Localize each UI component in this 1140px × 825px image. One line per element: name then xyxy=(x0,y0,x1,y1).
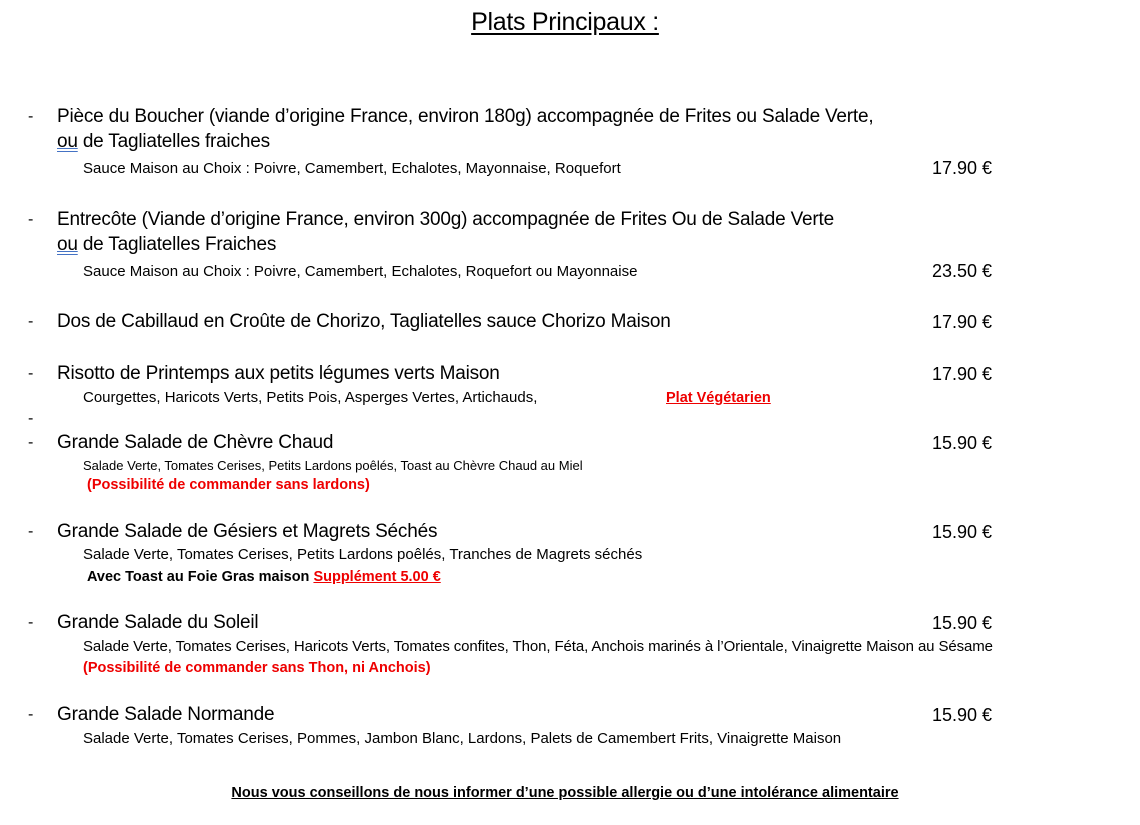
item-2-price: 23.50 € xyxy=(932,261,993,281)
item-5-name: Grande Salade de Chèvre Chaud xyxy=(57,432,334,453)
bullet-dash: - xyxy=(28,410,34,427)
item-6-description: Salade Verte, Tomates Cerises, Petits Lardons poêlés, Tranches de Magrets séchés xyxy=(83,546,643,563)
item-4-price: 17.90 € xyxy=(932,364,993,384)
item-3-price: 17.90 € xyxy=(932,312,993,332)
bullet-dash: - xyxy=(28,614,34,631)
supplement-price: Supplément 5.00 € xyxy=(313,569,441,585)
bullet-dash: - xyxy=(28,313,34,330)
item-6-extra: Avec Toast au Foie Gras maison xyxy=(87,569,314,585)
bullet-dash: - xyxy=(28,523,34,540)
item-1-ou: ou xyxy=(57,131,78,152)
vegetarian-badge: Plat Végétarien xyxy=(666,390,771,406)
item-2-name: Entrecôte (Viande d’origine France, environ 300g) accompagnée de Frites Ou de Salade Verte xyxy=(57,209,834,230)
item-2-name-line2 xyxy=(57,234,276,256)
page-title: Plats Principaux : xyxy=(471,8,659,36)
item-1-price: 17.90 € xyxy=(932,158,993,178)
item-7-price: 15.90 € xyxy=(932,613,993,633)
item-2-ou: ou xyxy=(57,234,78,255)
item-3-name: Dos de Cabillaud en Croûte de Chorizo, Tagliatelles sauce Chorizo Maison xyxy=(57,311,671,332)
item-8-name: Grande Salade Normande xyxy=(57,704,275,725)
item-1-name-line2 xyxy=(57,131,270,153)
bullet-dash: - xyxy=(28,211,34,228)
item-6-name: Grande Salade de Gésiers et Magrets Séchés xyxy=(57,521,438,542)
item-5-description: Salade Verte, Tomates Cerises, Petits Lardons poêlés, Toast au Chèvre Chaud au Miel xyxy=(83,458,583,473)
item-7-description: Salade Verte, Tomates Cerises, Haricots Verts, Tomates confites, Thon, Féta, Anchois marinés à l’Orientale, Vinaigrette Maison au Sésame xyxy=(83,638,993,655)
item-7-name: Grande Salade du Soleil xyxy=(57,612,259,633)
item-4-description: Courgettes, Haricots Verts, Petits Pois, Asperges Vertes, Artichauds, xyxy=(83,389,538,406)
bullet-dash: - xyxy=(28,365,34,382)
bullet-dash: - xyxy=(28,108,34,125)
item-1-name-rest: de Tagliatelles fraiches xyxy=(77,131,270,152)
item-5-note: (Possibilité de commander sans lardons) xyxy=(87,477,370,493)
item-4-name: Risotto de Printemps aux petits légumes verts Maison xyxy=(57,363,500,384)
item-6-extra-line xyxy=(87,568,441,586)
item-5-price: 15.90 € xyxy=(932,433,993,453)
item-2-name-rest: de Tagliatelles Fraiches xyxy=(77,234,277,255)
bullet-dash: - xyxy=(28,434,34,451)
item-2-description: Sauce Maison au Choix : Poivre, Camembert, Echalotes, Roquefort ou Mayonnaise xyxy=(83,263,638,280)
item-8-price: 15.90 € xyxy=(932,705,993,725)
item-1-description: Sauce Maison au Choix : Poivre, Camembert, Echalotes, Mayonnaise, Roquefort xyxy=(83,160,621,177)
item-1-name: Pièce du Boucher (viande d’origine France, environ 180g) accompagnée de Frites ou Salade Verte, xyxy=(57,106,874,127)
item-7-note: (Possibilité de commander sans Thon, ni Anchois) xyxy=(83,660,431,676)
item-8-description: Salade Verte, Tomates Cerises, Pommes, Jambon Blanc, Lardons, Palets de Camembert Frits, Vinaigrette Maison xyxy=(83,730,842,747)
bullet-dash: - xyxy=(28,706,34,723)
allergy-notice: Nous vous conseillons de nous informer d’une possible allergie ou d’une intolérance alimentaire xyxy=(231,785,899,801)
item-6-price: 15.90 € xyxy=(932,522,993,542)
